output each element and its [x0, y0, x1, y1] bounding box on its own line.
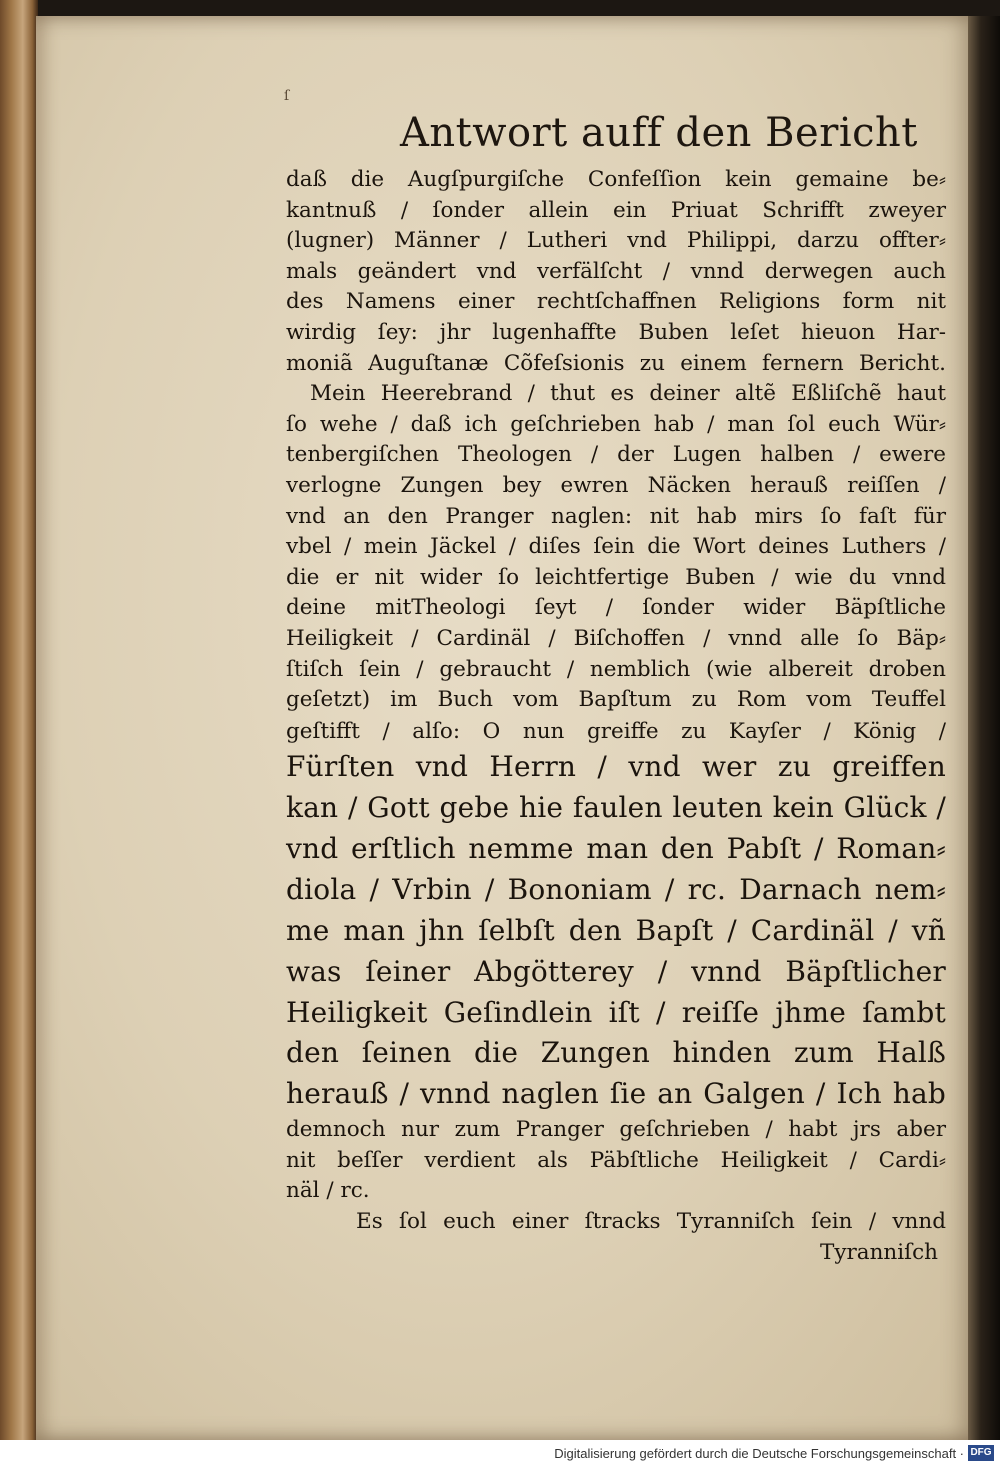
text-line: vbel / mein Jäckel / diſes ſein die Wort deines Luthers /: [286, 534, 946, 560]
text-line: (lugner) Männer / Lutheri vnd Philippi, darzu offter⸗: [286, 228, 946, 254]
text-line: näl / rc.: [286, 1178, 370, 1204]
text-line: deine mitTheologi ſeyt / ſonder wider Bäpſtliche: [286, 595, 946, 621]
catchword: Tyranniſch: [820, 1239, 938, 1265]
quote-line: kan / Gott gebe hie faulen leuten kein Glück /: [286, 791, 946, 825]
text-line: demnoch nur zum Pranger geſchrieben / habt jrs aber: [286, 1117, 946, 1143]
running-header: Antwort auff den Bericht: [400, 110, 918, 156]
signature-mark: ſ: [284, 88, 290, 104]
quote-line: den ſeinen die Zungen hinden zum Halß: [286, 1036, 946, 1070]
text-line: mals geändert vnd verfälſcht / vnnd derwegen auch: [286, 258, 946, 284]
text-line: Es ſol euch einer ſtracks Tyranniſch ſein / vnnd: [356, 1208, 946, 1234]
text-line: moniã Auguſtanæ Cõfeſsionis zu einem fernern Bericht.: [286, 350, 946, 376]
paragraph-2: [286, 379, 946, 1207]
body-text: [286, 165, 946, 1268]
text-line: die er nit wider ſo leichtfertige Buben / wie du vnnd: [286, 564, 946, 590]
text-line: Heiligkeit / Cardinäl / Biſchoffen / vnnd alle ſo Bäp⸗: [286, 625, 946, 651]
page-edge-shadow: [968, 16, 1000, 1440]
paragraph-3: [286, 1207, 946, 1268]
quote-line: was ſeiner Abgötterey / vnnd Bäpſtlicher: [286, 954, 946, 988]
quote-line: Heiligkeit Geſindlein iſt / reiſſe jhme ſambt: [286, 995, 946, 1029]
text-line: daß die Augſpurgiſche Confeſſion kein gemaine be⸗: [286, 167, 946, 192]
book-cover-edge: [0, 0, 38, 1440]
quote-line: diola / Vrbin / Bononiam / rc. Darnach nem⸗: [286, 872, 946, 906]
text-line: ſo wehe / daß ich geſchrieben hab / man ſol euch Wür⸗: [286, 411, 946, 437]
quote-line: me man jhn ſelbſt den Bapſt / Cardinäl / vñ: [286, 913, 946, 947]
text-line: kantnuß / ſonder allein ein Priuat Schrifft zweyer: [286, 197, 946, 223]
text-line: vnd an den Pranger naglen: nit hab mirs ſo faſt für: [286, 503, 946, 529]
text-line: wirdig ſey: jhr lugenhaffte Buben leſet hieuon Har-: [286, 319, 946, 345]
text-line: ſtiſch ſein / gebraucht / nemblich (wie albereit droben: [286, 656, 946, 682]
text-line: tenbergiſchen Theologen / der Lugen halben / ewere: [286, 442, 946, 468]
text-line-quote-start: geſtifft / alſo: O nun greiffe zu Kayſer / König /: [286, 718, 946, 744]
quote-line: Fürſten vnd Herrn / vnd wer zu greiffen: [286, 750, 946, 784]
text-line: verlogne Zungen bey ewren Näcken herauß reiſſen /: [286, 472, 946, 498]
quote-line: vnd erſtlich nemme man den Pabſt / Roman⸗: [286, 831, 946, 865]
paragraph-1: [286, 165, 946, 379]
text-line: des Namens einer rechtſchaffnen Religions form nit: [286, 289, 946, 315]
text-line: Mein Heerebrand / thut es deiner altẽ Eßliſchẽ haut: [310, 381, 946, 407]
footer-credit: Digitalisierung gefördert durch die Deutsche Forschungsgemeinschaft ·: [554, 1446, 964, 1461]
quote-line: herauß / vnnd naglen ſie an Galgen / Ich hab: [286, 1077, 946, 1111]
text-line: nit beſſer verdient als Päbſtliche Heiligkeit / Cardi⸗: [286, 1147, 946, 1173]
text-line: geſetzt) im Buch vom Bapſtum zu Rom vom Teuffel: [286, 687, 946, 713]
digitization-footer: [0, 1440, 1000, 1469]
dfg-logo: DFG: [968, 1445, 994, 1461]
